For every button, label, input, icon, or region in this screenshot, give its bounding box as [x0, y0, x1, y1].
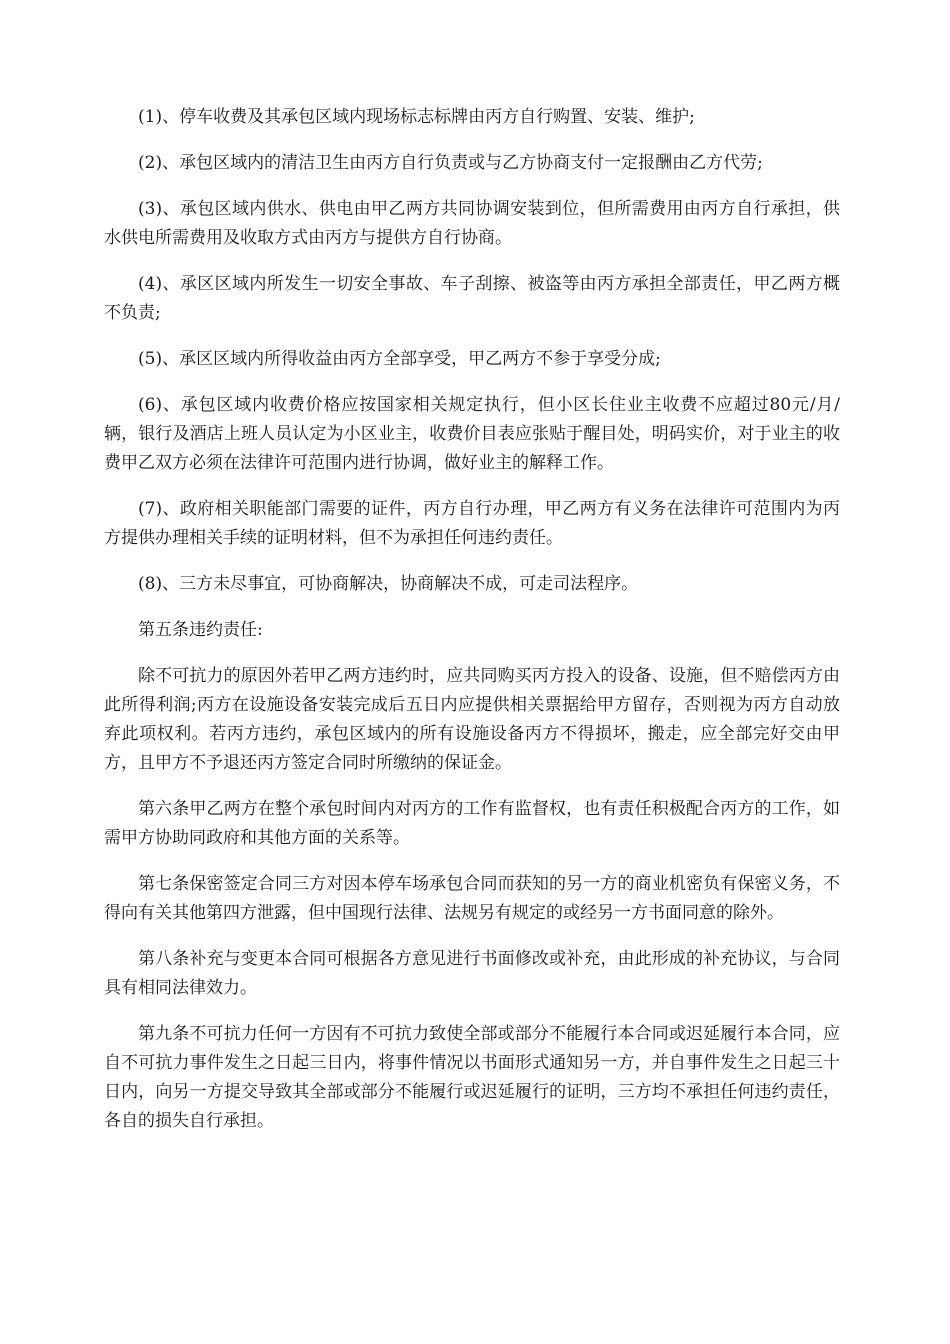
clause-4: (4)、承区区域内所发生一切安全事故、车子刮擦、被盗等由丙方承担全部责任，甲乙两方概不负责; [104, 274, 840, 323]
article-8: 第八条补充与变更本合同可根据各方意见进行书面修改或补充，由此形成的补充协议，与合同具有相同法律效力。 [104, 949, 840, 998]
clause-6: (6)、承包区域内收费价格应按国家相关规定执行，但小区长住业主收费不应超过80元/月/辆，银行及酒店上班人员认定为小区业主，收费价目表应张贴于醒目处，明码实价，对于业主的收费甲乙双方必须在法律许可范围内进行协调，做好业主的解释工作。 [104, 395, 840, 473]
clause-3: (3)、承包区域内供水、供电由甲乙两方共同协调安装到位，但所需费用由丙方自行承担，供水供电所需费用及收取方式由丙方与提供方自行协商。 [104, 199, 840, 248]
clause-1: (1)、停车收费及其承包区域内现场标志标牌由丙方自行购置、安装、维护; [138, 107, 695, 127]
document-page [104, 103, 840, 1153]
article-7: 第七条保密签定合同三方对因本停车场承包合同而获知的另一方的商业机密负有保密义务，不得向有关其他第四方泄露，但中国现行法律、法规另有规定的或经另一方书面同意的除外。 [104, 874, 840, 923]
clause-8: (8)、三方未尽事宜，可协商解决，协商解决不成，可走司法程序。 [138, 574, 639, 594]
article-5-heading: 第五条违约责任: [138, 620, 263, 640]
clause-7: (7)、政府相关职能部门需要的证件，丙方自行办理，甲乙两方有义务在法律许可范围内为丙方提供办理相关手续的证明材料，但不为承担任何违约责任。 [104, 499, 840, 548]
clause-5: (5)、承区区域内所得收益由丙方全部享受，甲乙两方不参于享受分成; [138, 349, 661, 369]
article-9: 第九条不可抗力任何一方因有不可抗力致使全部或部分不能履行本合同或迟延履行本合同，应自不可抗力事件发生之日起三日内，将事件情况以书面形式通知另一方，并自事件发生之日起三十日内，向另一方提交导致其全部或部分不能履行或迟延履行的证明，三方均不承担任何违约责任，各自的损失自行承担。 [104, 1024, 840, 1131]
clause-2: (2)、承包区域内的清洁卫生由丙方自行负责或与乙方协商支付一定报酬由乙方代劳; [138, 153, 763, 173]
article-6: 第六条甲乙两方在整个承包时间内对丙方的工作有监督权，也有责任积极配合丙方的工作，如需甲方协助同政府和其他方面的关系等。 [104, 799, 840, 848]
article-5-body: 除不可抗力的原因外若甲乙两方违约时，应共同购买丙方投入的设备、设施，但不赔偿丙方由此所得利润;丙方在设施设备安装完成后五日内应提供相关票据给甲方留存，否则视为丙方自动放弃此项权利。若丙方违约，承包区域内的所有设施设备丙方不得损坏，搬走，应全部完好交由甲方，且甲方不予退还丙方签定合同时所缴纳的保证金。 [104, 666, 840, 773]
